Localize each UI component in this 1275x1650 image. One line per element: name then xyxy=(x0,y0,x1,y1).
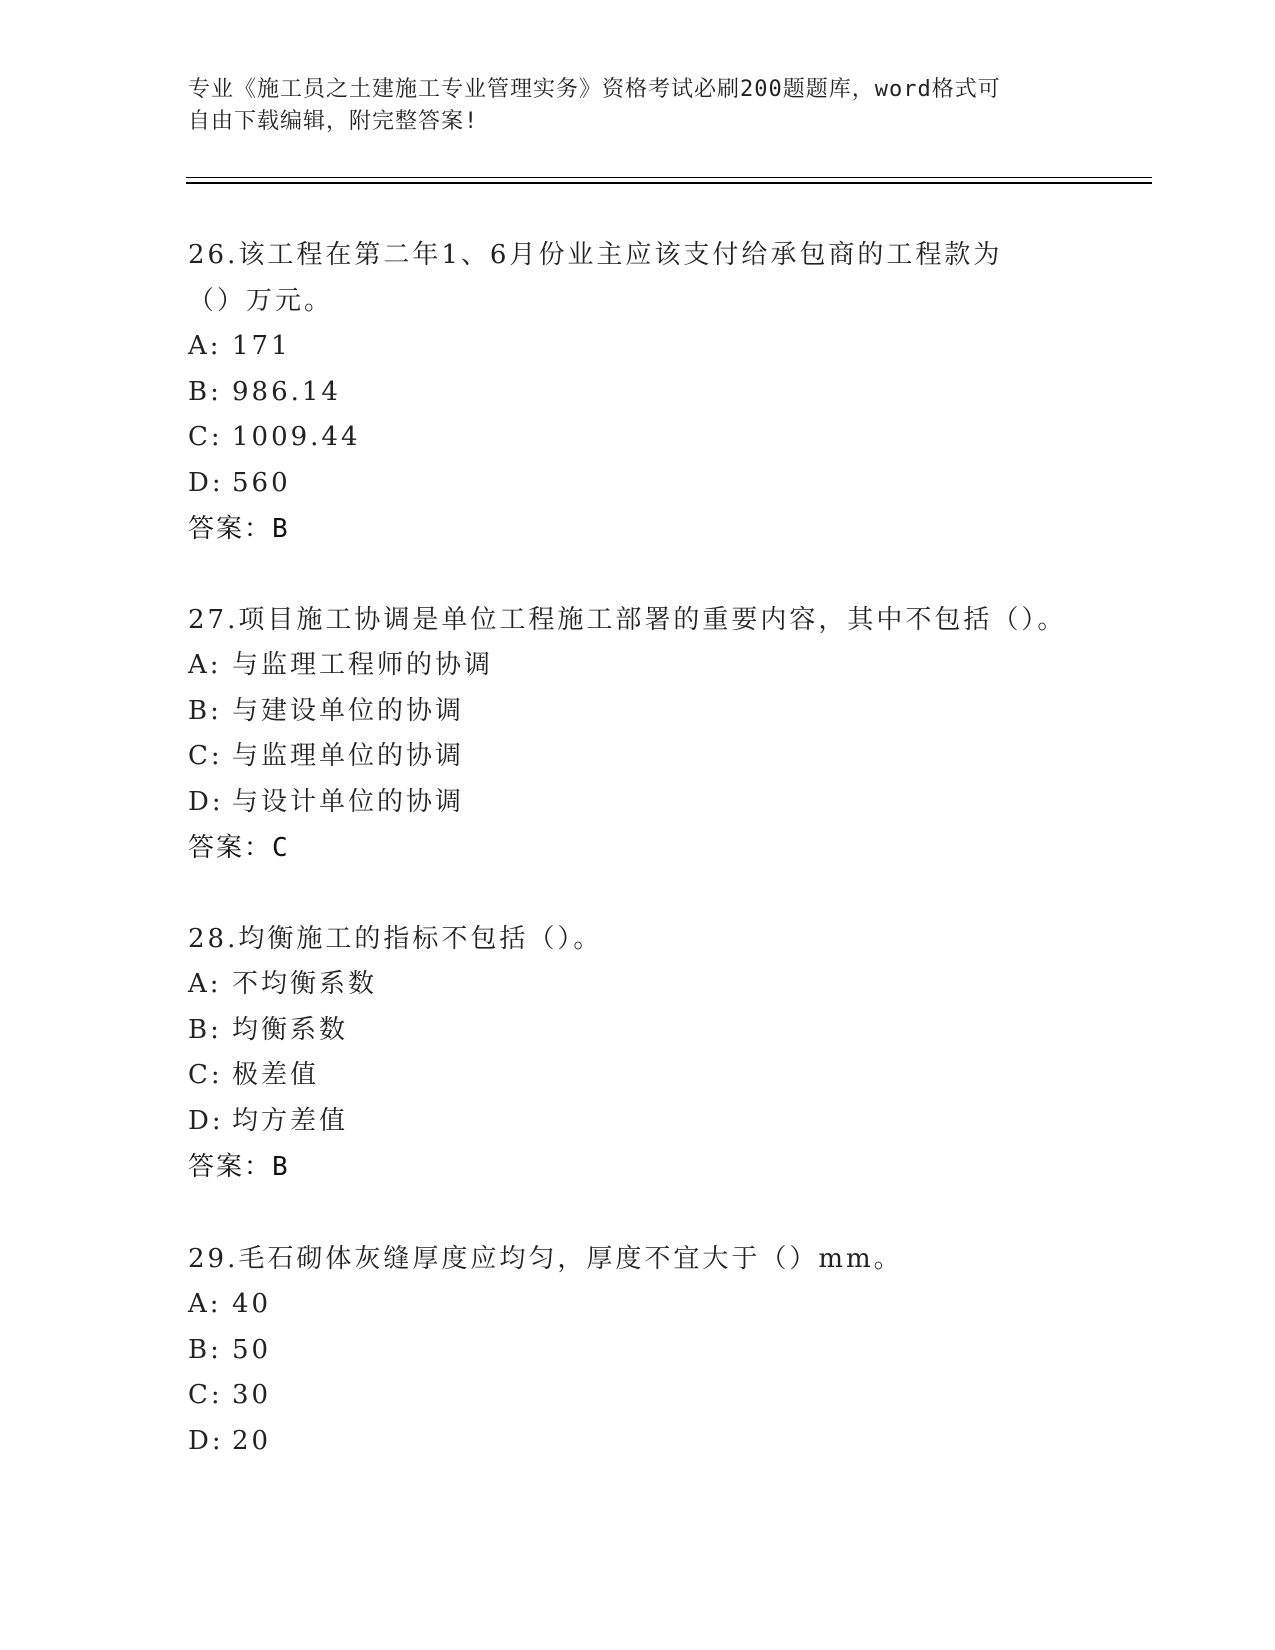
option-d xyxy=(188,780,1088,826)
option-text: 171 xyxy=(232,331,291,361)
option-c xyxy=(188,1053,1088,1099)
option-letter: C: xyxy=(188,741,223,771)
option-letter: D: xyxy=(188,786,224,817)
option-b xyxy=(188,689,1088,735)
option-text: 均方差值 xyxy=(232,1105,349,1136)
option-letter: A: xyxy=(188,1289,222,1319)
option-letter: D: xyxy=(188,467,224,498)
option-text: 与设计单位的协调 xyxy=(232,786,465,817)
answer-label: 答案：C xyxy=(188,833,290,863)
option-text: 1009.44 xyxy=(232,422,361,452)
question-stem: 26.该工程在第二年1、6月份业主应该支付给承包商的工程款为（）万元。 xyxy=(188,240,1003,316)
answer-label: 答案：B xyxy=(188,1152,290,1182)
option-text: 与监理工程师的协调 xyxy=(232,650,494,680)
document-header xyxy=(188,74,1088,138)
option-a xyxy=(188,1282,1088,1328)
option-letter: C: xyxy=(188,1380,223,1410)
question-block-29 xyxy=(188,1236,1088,1464)
option-text: 均衡系数 xyxy=(232,1014,349,1045)
option-text: 与建设单位的协调 xyxy=(232,695,465,726)
option-c xyxy=(188,1373,1088,1419)
option-text: 与监理单位的协调 xyxy=(232,741,465,771)
option-text: 40 xyxy=(232,1289,272,1319)
option-letter: A: xyxy=(188,969,222,999)
option-text: 50 xyxy=(232,1334,272,1365)
option-b xyxy=(188,1328,1088,1374)
option-text: 986.14 xyxy=(232,376,341,407)
option-text: 20 xyxy=(232,1425,272,1456)
answer-label: 答案：B xyxy=(188,514,290,544)
option-d xyxy=(188,461,1088,507)
option-a xyxy=(188,324,1088,370)
option-letter: C: xyxy=(188,1060,223,1090)
option-letter: D: xyxy=(188,1425,224,1456)
option-b xyxy=(188,1008,1088,1054)
question-block-27 xyxy=(188,597,1088,871)
header-line-1: 专业《施工员之土建施工专业管理实务》资格考试必刷200题题库，word格式可 xyxy=(188,77,1001,102)
option-letter: B: xyxy=(188,695,222,726)
question-block-26 xyxy=(188,232,1088,552)
option-text: 30 xyxy=(232,1380,272,1410)
option-letter: C: xyxy=(188,422,223,452)
option-b xyxy=(188,370,1088,416)
question-block-28 xyxy=(188,916,1088,1190)
option-letter: B: xyxy=(188,1334,222,1365)
option-d xyxy=(188,1419,1088,1465)
option-letter: D: xyxy=(188,1105,224,1136)
question-stem: 28.均衡施工的指标不包括（）。 xyxy=(188,924,603,954)
question-stem: 27.项目施工协调是单位工程施工部署的重要内容，其中不包括（）。 xyxy=(188,605,1067,635)
option-c xyxy=(188,734,1088,780)
option-letter: B: xyxy=(188,376,222,407)
header-divider-thin xyxy=(186,177,1152,178)
option-text: 极差值 xyxy=(232,1060,320,1090)
header-divider-thick xyxy=(186,182,1152,184)
option-d xyxy=(188,1099,1088,1145)
option-letter: A: xyxy=(188,331,222,361)
option-letter: B: xyxy=(188,1014,222,1045)
option-a xyxy=(188,643,1088,689)
question-stem: 29.毛石砌体灰缝厚度应均匀，厚度不宜大于（）mm。 xyxy=(188,1244,903,1274)
header-line-2: 自由下载编辑，附完整答案! xyxy=(188,109,479,134)
option-a xyxy=(188,962,1088,1008)
option-c xyxy=(188,415,1088,461)
option-text: 不均衡系数 xyxy=(232,969,378,999)
option-text: 560 xyxy=(232,467,291,498)
option-letter: A: xyxy=(188,650,222,680)
